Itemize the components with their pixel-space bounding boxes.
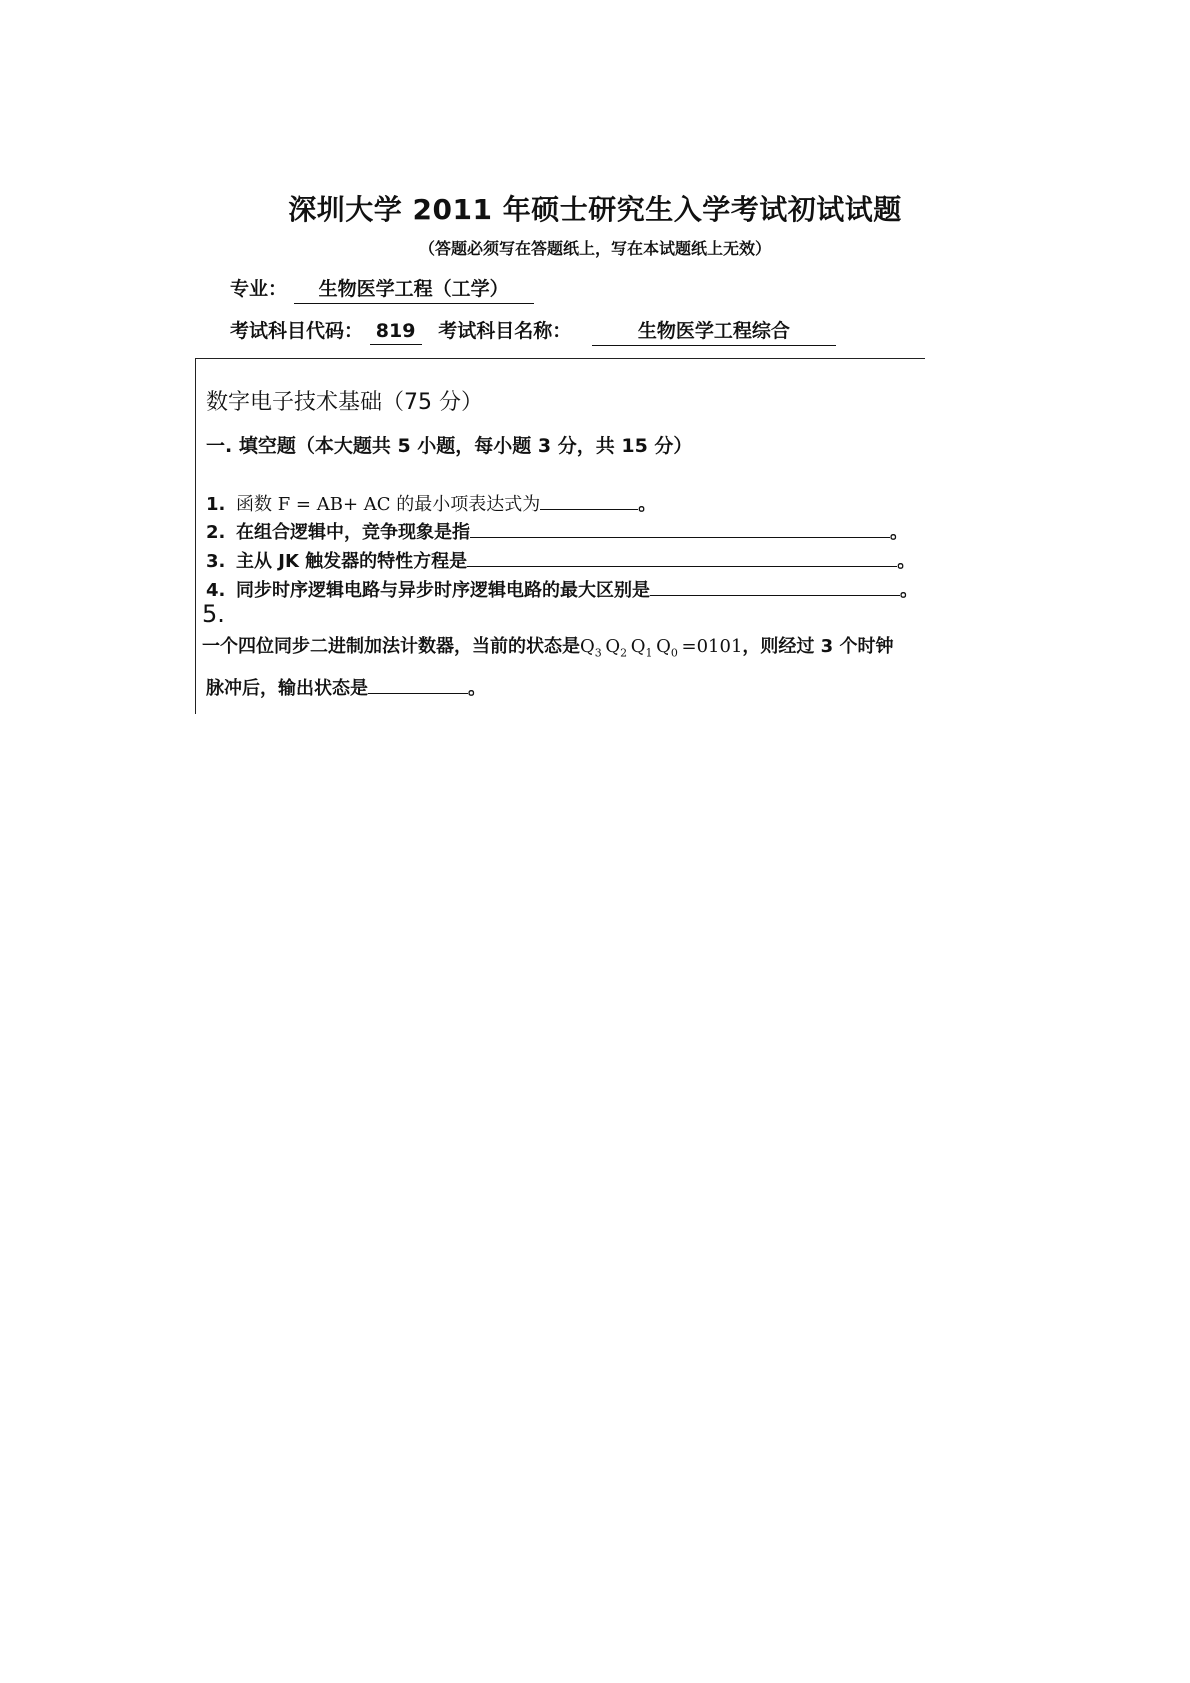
exam-title: 深圳大学 2011 年硕士研究生入学考试初试试题 bbox=[288, 193, 902, 226]
question-3 bbox=[206, 547, 915, 573]
question-text: 脉冲后，输出状态是 bbox=[206, 678, 368, 699]
frame-left-line bbox=[195, 358, 196, 714]
question-5-line-2 bbox=[206, 674, 486, 700]
state-value: =0101 bbox=[681, 636, 743, 657]
answer-blank bbox=[540, 491, 638, 510]
question-end: 。 bbox=[890, 522, 908, 543]
q3: Q bbox=[580, 636, 595, 657]
answer-blank bbox=[470, 519, 890, 538]
question-end: 。 bbox=[468, 678, 486, 699]
section-title: 数字电子技术基础（75 分） bbox=[206, 390, 483, 415]
question-text: 同步时序逻辑电路与异步时序逻辑电路的最大区别是 bbox=[236, 580, 650, 601]
question-text: 函数 F = AB+ AC 的最小项表达式为 bbox=[236, 494, 541, 515]
question-text: 在组合逻辑中，竞争现象是指 bbox=[236, 522, 470, 543]
subject-code-label: 考试科目代码： bbox=[230, 320, 364, 342]
question-end: 。 bbox=[897, 551, 916, 572]
major-row bbox=[230, 274, 534, 304]
q1-sub: 1 bbox=[645, 646, 653, 660]
question-1 bbox=[206, 490, 656, 516]
subject-code-value: 819 bbox=[370, 320, 422, 345]
question-number: 2. bbox=[206, 522, 226, 543]
question-4 bbox=[206, 576, 918, 602]
question-text-cont: ，则经过 3 个时钟 bbox=[742, 636, 894, 657]
question-5-line-1 bbox=[202, 632, 893, 660]
state-expression bbox=[580, 636, 743, 660]
question-end: 。 bbox=[900, 580, 918, 601]
major-label: 专业： bbox=[230, 278, 288, 300]
answer-blank bbox=[650, 577, 900, 596]
q3-sub: 3 bbox=[594, 646, 602, 660]
major-value: 生物医学工程（工学） bbox=[294, 274, 534, 304]
part-title: 一. 填空题（本大题共 5 小题，每小题 3 分，共 15 分） bbox=[206, 435, 693, 457]
subject-name-label: 考试科目名称： bbox=[438, 320, 572, 342]
question-5-number: 5. bbox=[202, 600, 225, 628]
q2: Q bbox=[605, 636, 621, 657]
question-end: 。 bbox=[638, 494, 657, 515]
question-number: 1. bbox=[206, 494, 226, 515]
exam-notice: （答题必须写在答题纸上，写在本试题纸上无效） bbox=[418, 239, 771, 258]
subject-row bbox=[230, 316, 836, 346]
answer-blank bbox=[467, 548, 897, 567]
frame-top-line bbox=[195, 358, 925, 359]
question-text: 主从 JK 触发器的特性方程是 bbox=[236, 551, 468, 572]
answer-blank bbox=[368, 675, 468, 694]
q1: Q bbox=[630, 636, 646, 657]
question-text: 一个四位同步二进制加法计数器，当前的状态是 bbox=[202, 636, 580, 657]
q2-sub: 2 bbox=[620, 646, 628, 660]
question-number: 3. bbox=[206, 551, 226, 572]
question-2 bbox=[206, 518, 908, 544]
q0: Q bbox=[656, 636, 671, 657]
q0-sub: 0 bbox=[670, 646, 678, 660]
question-number: 4. bbox=[206, 580, 226, 601]
subject-name-value: 生物医学工程综合 bbox=[592, 316, 836, 346]
